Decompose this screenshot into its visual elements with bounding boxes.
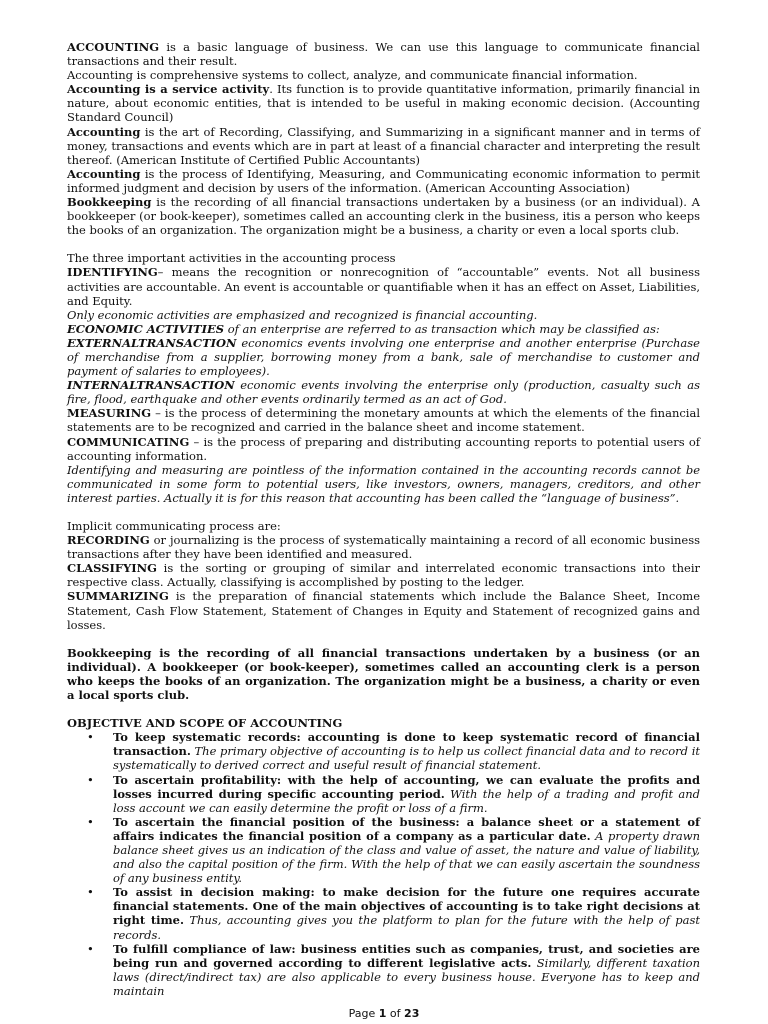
- paragraph-communicating: COMMUNICATING – is the process of preparing and distributing accounting reports to potential users of accounting information.: [67, 434, 700, 463]
- paragraph-recording: RECORDING or journalizing is the process of systematically maintaining a record of all economic business transactions after they have been identified and measured.: [67, 533, 700, 562]
- section-heading: OBJECTIVE AND SCOPE OF ACCOUNTING: [67, 716, 343, 731]
- paragraph-process-identifying: Accounting is the process of Identifying, Measuring, and Communicating economic information to permit informed judgment and decision by users of the information. (American Accounting Association): [67, 166, 700, 195]
- bullet-icon: •: [87, 772, 94, 787]
- bullet-icon: •: [87, 814, 94, 829]
- bullet-icon: •: [87, 885, 94, 900]
- bullet-icon: •: [87, 730, 94, 745]
- spacer: [67, 632, 700, 646]
- paragraph-classifying: CLASSIFYING is the sorting or grouping of similar and interrelated economic transactions into their respective class. Actually, classifying is accomplished by posting to the ledger.: [67, 561, 700, 590]
- paragraph-external-transaction: EXTERNALTRANSACTION economics events involving one enterprise and another enterprise (Purchase of merchandise from a supplier, borrowing money from a bank, sale of merchandise to customer and payment of salaries to employees).: [67, 335, 700, 379]
- paragraph-service-activity: Accounting is a service activity. Its function is to provide quantitative information, primarily financial in nature, about economic entities, that is intended to be useful in making economic decision. (Accounting Standard Council): [67, 82, 700, 125]
- objectives-list: [67, 730, 700, 998]
- paragraph-economic-only: Only economic activities are emphasized and recognized is financial accounting.: [67, 307, 538, 322]
- bullet-icon: •: [87, 941, 94, 956]
- paragraph-accounting-definition: ACCOUNTING is a basic language of business. We can use this language to communicate financial transactions and their result.: [67, 40, 700, 69]
- list-item: • To keep systematic records: accounting is done to keep systematic record of financial transaction. The primary objective of accounting is to help us collect financial data and to record it systematically to derived correct and useful result of financial statement.: [87, 730, 700, 773]
- paragraph-economic-activities: ECONOMIC ACTIVITIES of an enterprise are referred to as transaction which may be classified as:: [67, 321, 660, 336]
- paragraph-bookkeeping: Bookkeeping is the recording of all financial transactions undertaken by a business (or an individual). A bookkeeper (or book-keeper), sometimes called an accounting clerk in the business, itis a person who keeps the books of an organization. The organization might be a business, a charity or even a local sports club.: [67, 195, 700, 238]
- paragraph-implicit-process: Implicit communicating process are:: [67, 519, 281, 533]
- paragraph-summarizing: SUMMARIZING is the preparation of financial statements which include the Balance Sheet, Income Statement, Cash Flow Statement, Statement of Changes in Equity and Statement of recognized gains and losses.: [67, 589, 700, 632]
- list-item: • To ascertain profitability: with the help of accounting, we can evaluate the profits and losses incurred during specific accounting period. With the help of a trading and profit and loss account we can easily determine the profit or loss of a firm.: [87, 772, 700, 815]
- list-item: • To fulfill compliance of law: business entities such as companies, trust, and societies are being run and governed according to different legislative acts. Similarly, different taxation laws (direct/indirect tax) are also applicable to every business house. Everyone has to keep and maintain: [87, 941, 700, 998]
- spacer: [67, 237, 700, 251]
- paragraph-identifying: IDENTIFYING– means the recognition or nonrecognition of “accountable” events. Not all business activities are accountable. An event is accountable or quantifiable when it has an effect on Asset, Liabilities, and Equity.: [67, 265, 701, 308]
- page-footer: Page 1 of 23: [348, 1007, 420, 1020]
- spacer: [67, 505, 700, 519]
- list-item: • To ascertain the financial position of the business: a balance sheet or a statement of affairs indicates the financial position of a company as a particular date. A property drawn balance sheet gives us an indication of the class and value of asset, the nature and value of liability, and also the capital position of the firm. With the help of that we can easily ascertain the soundness of any business entity.: [87, 814, 700, 886]
- page-total: 23: [404, 1007, 420, 1020]
- paragraph-bookkeeping-bold: Bookkeeping is the recording of all financial transactions undertaken by a business (or an individual). A bookkeeper (or book-keeper), sometimes called an accounting clerk is a person who keeps the books of an organization. The organization might be a business, a charity or even a local sports club.: [67, 645, 700, 703]
- spacer: [67, 702, 700, 716]
- paragraph-three-activities: The three important activities in the accounting process: [67, 251, 396, 266]
- list-item: • To assist in decision making: to make decision for the future one requires accurate financial statements. One of the main objectives of accounting is to take right decisions at right time. Thus, accounting gives you the platform to plan for the future with the help of past records.: [87, 885, 700, 942]
- paragraph-art-of-recording: Accounting is the art of Recording, Classifying, and Summarizing in a significant manner and in terms of money, transactions and events which are in part at least of a financial character and interpreting the result thereof. (American Institute of Certified Public Accountants): [67, 124, 700, 167]
- page-number: 1: [378, 1007, 387, 1020]
- paragraph-internal-transaction: INTERNALTRANSACTION economic events involving the enterprise only (production, casualty such as fire, flood, earthquake and other events ordinarily termed as an act of God.: [67, 378, 700, 407]
- document-body: [67, 40, 700, 998]
- paragraph-comprehensive-systems: Accounting is comprehensive systems to collect, analyze, and communicate financial information.: [67, 68, 638, 83]
- paragraph-measuring: MEASURING – is the process of determining the monetary amounts at which the elements of the financial statements are to be recognized and carried in the balance sheet and income statement.: [67, 406, 700, 435]
- paragraph-language-of-business: Identifying and measuring are pointless of the information contained in the accounting records cannot be communicated in some form to potential users, like investors, owners, managers, creditors, and other interest parties. Actually it is for this reason that accounting has been called the “language of business”.: [67, 462, 700, 505]
